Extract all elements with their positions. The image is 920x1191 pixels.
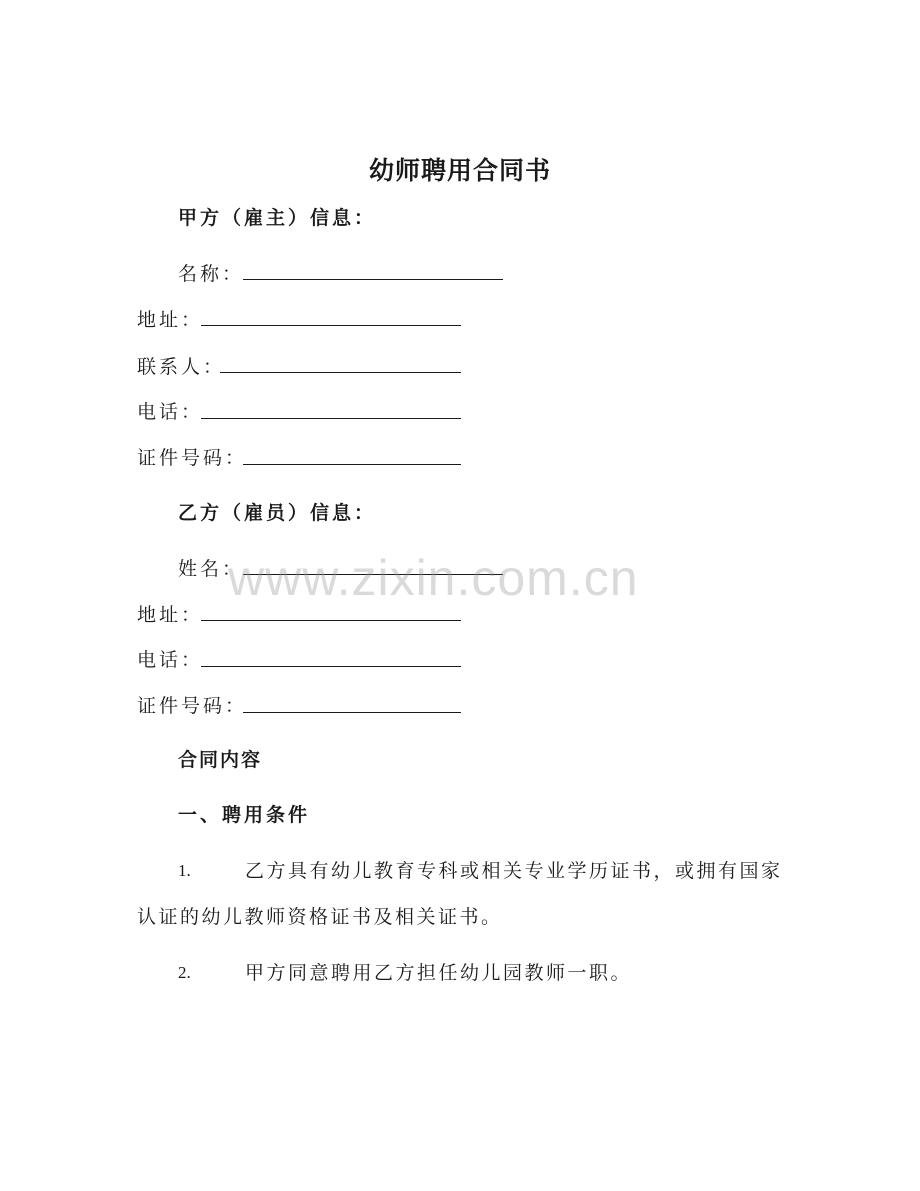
party-a-name-blank[interactable] [243,279,503,280]
party-a-heading: 甲方（雇主）信息： [178,207,377,229]
item-2-number: 2. [178,963,191,982]
party-b-address-blank[interactable] [201,620,461,621]
party-a-phone-blank[interactable] [201,418,461,419]
party-a-address-blank[interactable] [201,325,461,326]
item-2-text: 甲方同意聘用乙方担任幼儿园教师一职。 [245,962,633,984]
party-b-phone-label: 电话： [137,649,204,671]
item-1-text-line-1: 乙方具有幼儿教育专科或相关专业学历证书，或拥有国家 [245,860,783,882]
party-b-heading: 乙方（雇员）信息： [178,502,377,524]
watermark: www.zixin.com.cn [228,550,639,606]
party-b-name-label: 姓名： [178,558,245,580]
party-a-id-label: 证件号码： [137,447,248,469]
item-1-number: 1. [178,861,191,880]
party-a-contact-blank[interactable] [220,372,461,373]
party-a-address-label: 地址： [137,309,204,331]
party-b-id-label: 证件号码： [137,695,248,717]
party-a-phone-label: 电话： [137,401,204,423]
document-title: 幼师聘用合同书 [368,156,551,185]
party-b-phone-blank[interactable] [201,666,461,667]
party-b-address-label: 地址： [137,604,204,626]
party-a-name-label: 名称： [178,263,245,285]
section-1-heading: 一、聘用条件 [178,804,311,826]
party-a-id-blank[interactable] [243,464,461,465]
item-1-text-line-2: 认证的幼儿教师资格证书及相关证书。 [137,906,503,928]
party-b-id-blank[interactable] [243,712,461,713]
party-a-contact-label: 联系人： [137,356,226,378]
contract-heading: 合同内容 [178,749,263,771]
